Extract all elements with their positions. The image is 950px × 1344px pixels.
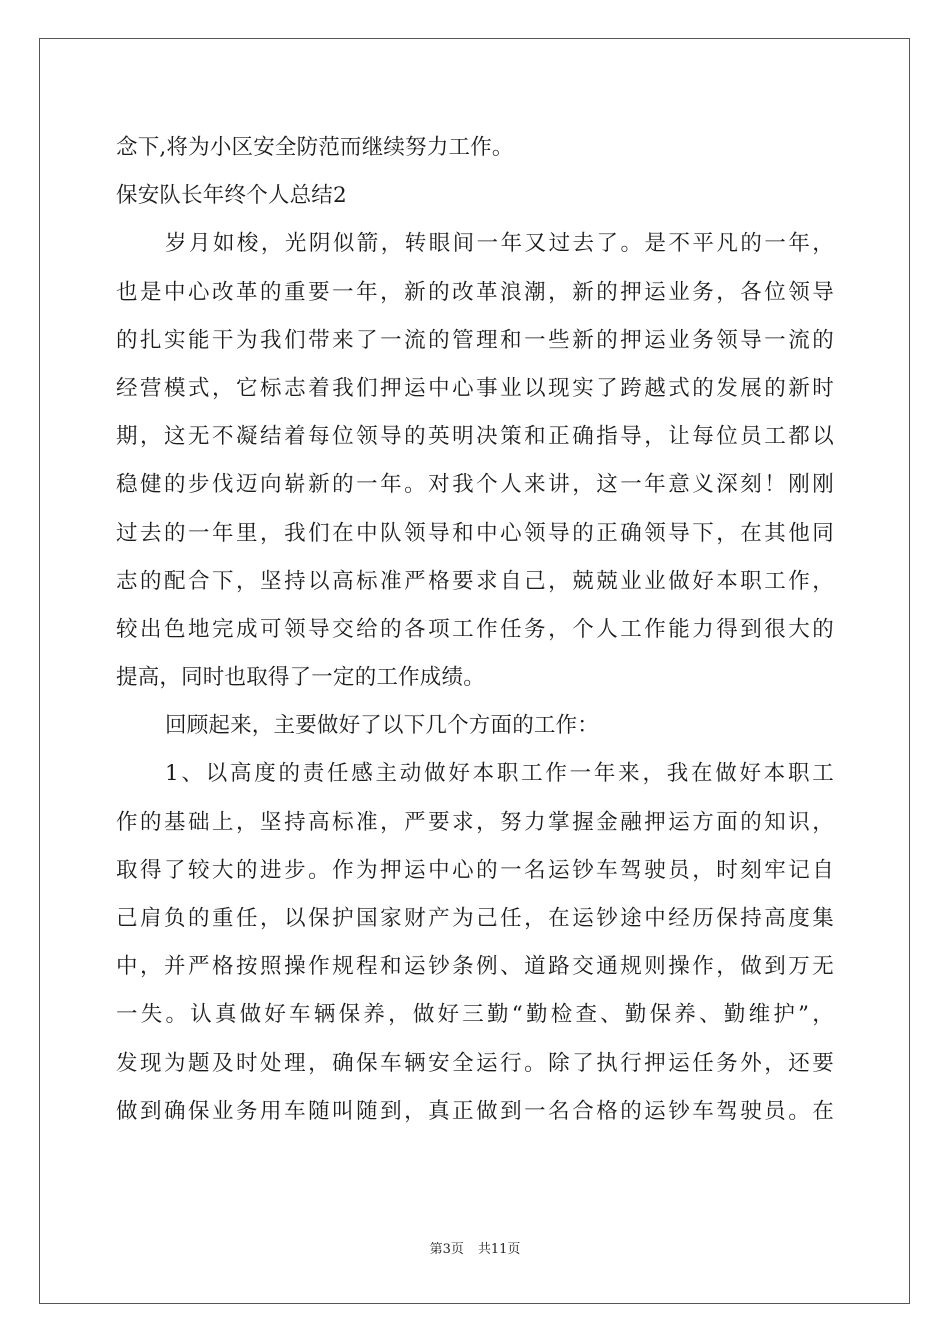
document-body (116, 124, 834, 1136)
text-line: 一失。认真做好车辆保养，做好三勤“勤检查、勤保养、勤维护”， (116, 1002, 834, 1028)
text-line: 取得了较大的进步。作为押运中心的一名运钞车驾驶员，时刻牢记自 (116, 857, 834, 883)
text-line: 作的基础上，坚持高标准，严要求，努力掌握金融押运方面的知识， (116, 809, 834, 835)
text-line: 己肩负的重任，以保护国家财产为己任，在运钞途中经历保持高度集 (116, 906, 834, 931)
text-line: 提高，同时也取得了一定的工作成绩。 (116, 665, 485, 691)
text-line: 的扎实能干为我们带来了一流的管理和一些新的押运业务领导一流的 (116, 327, 834, 353)
page-number: 第3页 (429, 1242, 464, 1257)
text-line: 回顾起来，主要做好了以下几个方面的工作： (165, 713, 600, 739)
section-heading: 保安队长年终个人总结2 (116, 183, 347, 209)
page-footer (0, 1241, 950, 1259)
text-line: 经营模式，它标志着我们押运中心事业以现实了跨越式的发展的新时 (116, 375, 834, 401)
text-line: 发现为题及时处理，确保车辆安全运行。除了执行押运任务外，还要 (116, 1050, 834, 1076)
text-line: 中，并严格按照操作规程和运钞条例、道路交通规则操作，做到万无 (116, 954, 834, 980)
page-total: 共11页 (477, 1242, 521, 1257)
text-line: 念下,将为小区安全防范而继续努力工作。 (116, 135, 514, 160)
text-line: 期，这无不凝结着每位领导的英明决策和正确指导，让每位员工都以 (116, 424, 834, 450)
text-line: 也是中心改革的重要一年，新的改革浪潮，新的押运业务，各位领导 (116, 279, 834, 305)
text-line: 做到确保业务用车随叫随到，真正做到一名合格的运钞车驾驶员。在 (116, 1098, 834, 1124)
text-line: 1、以高度的责任感主动做好本职工作一年来，我在做好本职工 (165, 761, 834, 787)
text-line: 岁月如梭，光阴似箭，转眼间一年又过去了。是不平凡的一年， (165, 231, 834, 257)
text-line: 稳健的步伐迈向崭新的一年。对我个人来讲，这一年意义深刻！刚刚 (116, 472, 834, 498)
text-line: 志的配合下，坚持以高标准严格要求自己，兢兢业业做好本职工作， (116, 568, 834, 594)
text-line: 较出色地完成可领导交给的各项工作任务，个人工作能力得到很大的 (116, 616, 834, 642)
text-line: 过去的一年里，我们在中队领导和中心领导的正确领导下，在其他同 (116, 520, 834, 546)
